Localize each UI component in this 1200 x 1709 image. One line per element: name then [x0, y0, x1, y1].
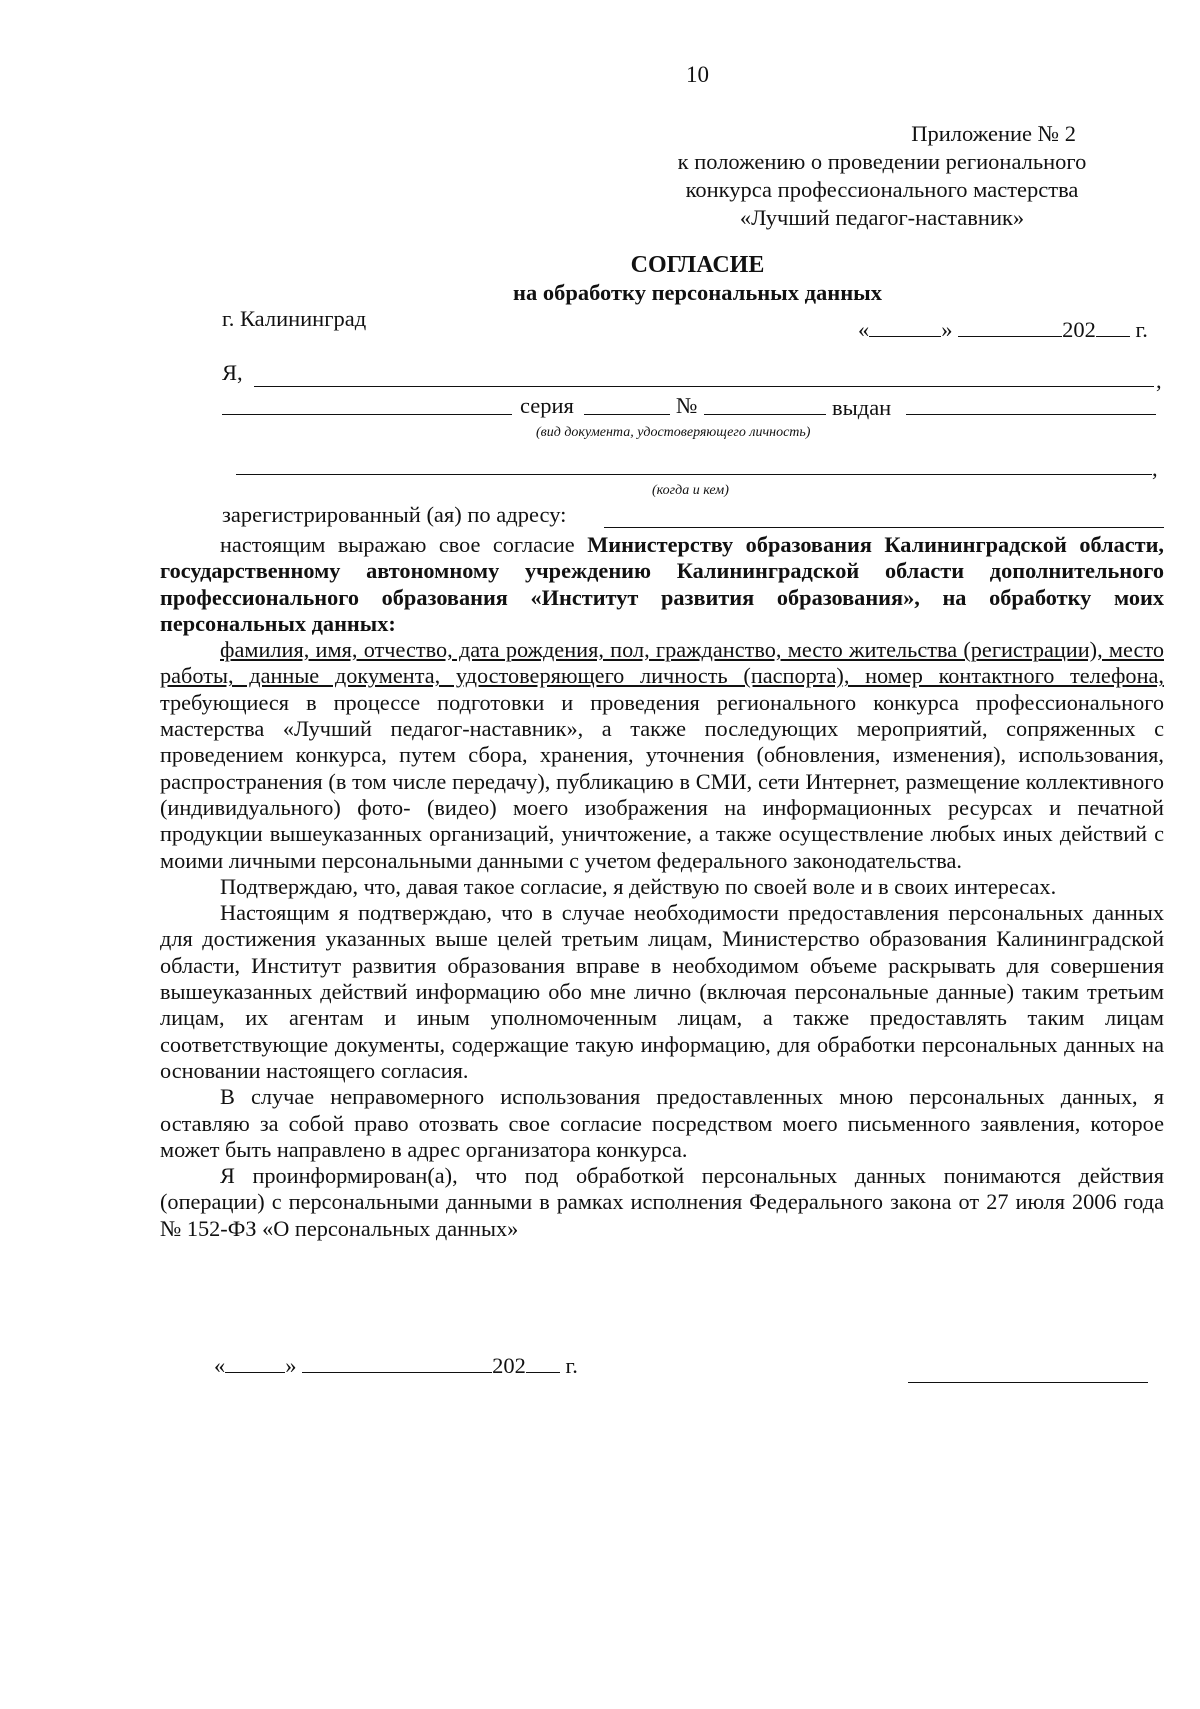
consent-paragraph-1 — [160, 532, 1164, 637]
document-subtitle: на обработку персональных данных — [513, 280, 882, 305]
name-row — [222, 360, 243, 386]
issued-label: выдан — [832, 395, 892, 420]
consent-intro: настоящим выражаю свое согласие — [220, 532, 575, 557]
document-title: СОГЛАСИЕ — [630, 252, 765, 278]
date-top-year: 202 — [1062, 317, 1096, 342]
date-bottom-day-field[interactable] — [225, 1352, 285, 1373]
consent-paragraph-3: Настоящим я подтверждаю, что в случае необходимости предоставления персональных данных для достижения указанных выше целей третьим лицам, Министерство образования Калининградской области, Институт развития образования вправе в необходимом объеме раскрывать для совершения вышеуказанных действий информацию обо мне лично (включая персональные данные) таким третьим лицам, их агентам и иным уполномоченным лицам, а также предоставлять таким лицам соответствующие документы, содержащие такую информацию, для обработки персональных данных на основании настоящего согласия. — [160, 900, 1164, 1083]
city: г. Калининград — [222, 306, 367, 331]
issued-by-field[interactable] — [236, 474, 1152, 475]
date-top-year-field[interactable] — [1096, 316, 1130, 337]
series-field[interactable] — [584, 414, 670, 415]
consent-paragraph-5: Я проинформирован(а), что под обработкой персональных данных понимаются действия (операции) с персональными данными в рамках исполнения Федерального закона от 27 июля 2006 года № 152-ФЗ «О персональных данных» — [160, 1163, 1164, 1241]
date-bottom-suffix: г. — [565, 1353, 578, 1378]
document-type-field[interactable] — [222, 414, 512, 415]
appendix-title: Приложение № 2 — [911, 121, 1076, 146]
appendix-line-1: к положению о проведении регионального — [677, 149, 1087, 174]
i-label: Я, — [222, 360, 243, 385]
address-field[interactable] — [604, 527, 1164, 528]
number-label: № — [676, 393, 698, 418]
consent-paragraph-data — [160, 637, 1164, 874]
issued-by-hint: (когда и кем) — [652, 483, 729, 498]
date-top — [858, 316, 1148, 343]
date-top-suffix: г. — [1135, 317, 1148, 342]
name-comma: , — [1156, 368, 1162, 393]
appendix-block — [622, 120, 1142, 232]
date-bottom-year: 202 — [492, 1353, 526, 1378]
date-bottom-open-quote: « — [214, 1353, 226, 1378]
issued-by-comma: , — [1152, 456, 1158, 481]
signature-field[interactable] — [908, 1382, 1148, 1383]
consent-paragraph-4: В случае неправомерного использования предоставленных мною персональных данных, я оставляю за собой право отозвать свое согласие посредством моего письменного заявления, которое может быть направлено в адрес организатора конкурса. — [160, 1084, 1164, 1162]
appendix-line-2: конкурса профессионального мастерства — [685, 177, 1079, 202]
page-number: 10 — [686, 62, 709, 87]
date-bottom-month-field[interactable] — [302, 1352, 492, 1373]
number-field[interactable] — [704, 414, 826, 415]
date-top-month-field[interactable] — [958, 316, 1062, 337]
consent-data-list: фамилия, имя, отчество, дата рождения, пол, гражданство, место жительства (регистрации), место работы, данные документа, удостоверяющего личность (паспорта), номер контактного телефона, — [160, 637, 1164, 689]
date-bottom-close-quote: » — [285, 1353, 297, 1378]
document-hint: (вид документа, удостоверяющего личность) — [536, 425, 811, 440]
consent-purpose: требующиеся в процессе подготовки и проведения регионального конкурса профессионального мастерства «Лучший педагог-наставник», а также последующих мероприятий, сопряженных с проведением конкурса, путем сбора, хранения, уточнения (обновления, изменения), использования, распространения (в том числе передачу), публикацию в СМИ, сети Интернет, размещение коллективного (индивидуального) фото- (видео) моего изображения на информационных ресурсах и печатной продукции вышеуказанных организаций, уничтожение, а также осуществление любых иных действий с моими личными персональными данными с учетом федерального законодательства. — [160, 689, 1164, 873]
address-label: зарегистрированный (ая) по адресу: — [222, 502, 567, 527]
consent-paragraph-2: Подтверждаю, что, давая такое согласие, я действую по своей воле и в своих интересах. — [220, 873, 1057, 899]
date-bottom — [214, 1352, 578, 1379]
date-top-open-quote: « — [858, 317, 870, 342]
date-top-day-field[interactable] — [869, 316, 941, 337]
date-top-close-quote: » — [941, 317, 953, 342]
appendix-line-3: «Лучший педагог-наставник» — [739, 205, 1025, 230]
name-field[interactable] — [254, 386, 1154, 387]
consent-body — [160, 532, 1164, 1242]
series-label: серия — [520, 393, 574, 418]
consent-recipients: Министерству образования Калининградской области, государственному автономному учреждению Калининградской области дополнительного профессионального образования «Институт развития образования», на обработку моих персональных данных: — [160, 532, 1165, 636]
issued-field[interactable] — [906, 414, 1156, 415]
date-bottom-year-field[interactable] — [526, 1352, 560, 1373]
